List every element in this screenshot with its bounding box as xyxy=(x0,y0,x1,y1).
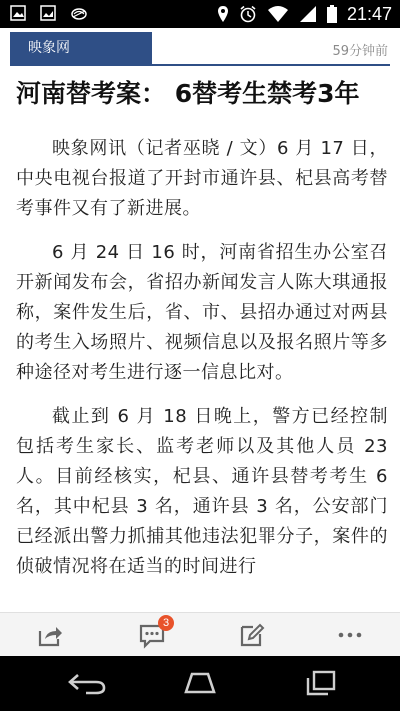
home-icon xyxy=(178,681,222,700)
location-icon xyxy=(217,5,229,23)
source-header xyxy=(0,30,400,64)
publish-time: 59分钟前 xyxy=(332,44,388,59)
wifi-icon xyxy=(267,5,289,23)
action-bar xyxy=(0,612,400,656)
share-icon xyxy=(36,634,64,653)
image-icon xyxy=(40,5,56,21)
back-icon xyxy=(66,681,108,700)
article-body[interactable] xyxy=(16,134,388,612)
recents-icon xyxy=(304,681,338,700)
edit-button[interactable] xyxy=(238,621,266,649)
more-button[interactable] xyxy=(336,621,364,649)
share-button[interactable] xyxy=(36,621,64,649)
cloud-icon xyxy=(70,5,88,21)
article-title: 河南替考案： 6替考生禁考3年 xyxy=(16,79,360,108)
comment-icon xyxy=(138,634,166,653)
divider xyxy=(10,64,390,66)
paragraph: 截止到 6 月 18 日晚上，警方已经控制包括考生家长、监考老师以及其他人员 23 人。目前经核实，杞县、通许县替考考生 6 名，其中杞县 3 名，通许县 3 名，公安部门已经派出警力抓捕其他违法犯罪分子，案件的侦破情况将在适当的时间进行 xyxy=(16,406,388,577)
signal-icon xyxy=(299,5,317,23)
comment-count-badge: 3 xyxy=(158,615,174,631)
edit-icon xyxy=(238,634,266,653)
paragraph: 6 月 24 日 16 时，河南省招生办公室召开新闻发布会，省招办新闻发言人陈大琪通报称，案件发生后，省、市、县招办通过对两县的考生入场照片、视频信息以及报名照片等多种途径对考生进行逐一信息比对。 xyxy=(16,242,388,383)
clock: 21:47 xyxy=(346,4,392,24)
source-label[interactable]: 映象网 xyxy=(10,32,152,64)
alarm-icon xyxy=(239,5,257,23)
back-button[interactable] xyxy=(66,670,108,700)
more-icon xyxy=(336,634,364,653)
recents-button[interactable] xyxy=(304,670,338,700)
home-button[interactable] xyxy=(178,670,222,700)
battery-icon xyxy=(327,5,337,23)
image-icon xyxy=(10,5,26,21)
comment-button[interactable] xyxy=(138,617,170,649)
navigation-bar xyxy=(0,656,400,711)
status-bar xyxy=(0,0,400,28)
paragraph: 映象网讯（记者巫晓 / 文）6 月 17 日，中央电视台报道了开封市通许县、杞县高考替考事件又有了新进展。 xyxy=(16,138,388,219)
